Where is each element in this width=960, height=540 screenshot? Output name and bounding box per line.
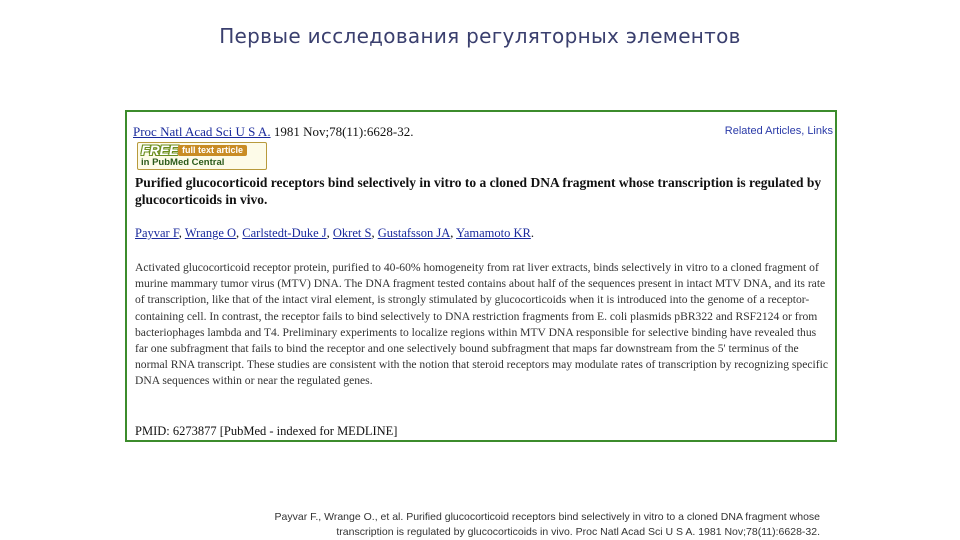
reference-caption bbox=[140, 510, 820, 540]
author-list: Payvar F, Wrange O, Carlstedt-Duke J, Okret S, Gustafsson JA, Yamamoto KR. bbox=[135, 226, 534, 240]
caption-line-1: Payvar F., Wrange O., et al. Purified glucocorticoid receptors bind selectively in vitro to a cloned DNA fragment whose bbox=[274, 511, 820, 523]
journal-link[interactable]: Proc Natl Acad Sci U S A. bbox=[133, 124, 271, 139]
caption-line-2: transcription is regulated by glucocorticoids in vivo. Proc Natl Acad Sci U S A. 1981 Nov;78(11):6628-32. bbox=[336, 526, 820, 538]
author-link[interactable]: Payvar F bbox=[135, 226, 179, 240]
full-text-label: full text article bbox=[178, 145, 247, 156]
author-link[interactable]: Carlstedt-Duke J bbox=[242, 226, 327, 240]
abstract-text: Activated glucocorticoid receptor protein, purified to 40-60% homogeneity from rat liver extracts, binds selectively in vitro to a cloned fragment of murine mammary tumor virus (MTV) DNA. The DNA fragment tested contains about half of the sequences present in intact MTV DNA, and its rate of transcription, like that of the intact viral element, is strongly stimulated by glucocorticoids when it is introduced into the genome of a receptor-containing cell. In contrast, the receptor fails to bind selectively to DNA restriction fragments from E. coli plasmids pBR322 and RSF2124 or from bacteriophages lambda and T4. Preliminary experiments to localize regions within MTV DNA responsible for selective binding have revealed thus far one subfragment that fails to bind the receptor and one selectively bound subfragment that maps far downstream from the 5' terminus of the normal RNA transcript. These studies are consistent with the notion that steroid receptors may modulate rates of transcription by recognizing specific DNA sequences within or near the regulated genes. bbox=[135, 261, 828, 388]
slide-title: Первые исследования регуляторных элементов bbox=[219, 24, 741, 48]
pubmed-abstract-screenshot bbox=[125, 110, 837, 442]
pmid-line: PMID: 6273877 [PubMed - indexed for MEDLINE] bbox=[135, 424, 398, 438]
author-link[interactable]: Wrange O bbox=[184, 226, 237, 240]
free-full-text-badge[interactable] bbox=[137, 142, 267, 170]
citation-details: 1981 Nov;78(11):6628-32. bbox=[270, 124, 414, 139]
author-link[interactable]: Yamamoto KR bbox=[456, 226, 531, 240]
related-articles-link[interactable]: Related Articles, Links bbox=[724, 125, 833, 137]
article-title: Purified glucocorticoid receptors bind selectively in vitro to a cloned DNA fragment whose transcription is regulated by glucocorticoids in vivo. bbox=[135, 175, 822, 207]
author-link[interactable]: Okret S bbox=[332, 226, 372, 240]
citation-line bbox=[133, 124, 413, 140]
free-label: FREE bbox=[141, 142, 179, 158]
pmc-label: in PubMed Central bbox=[141, 157, 225, 168]
author-link[interactable]: Gustafsson JA bbox=[377, 226, 451, 240]
